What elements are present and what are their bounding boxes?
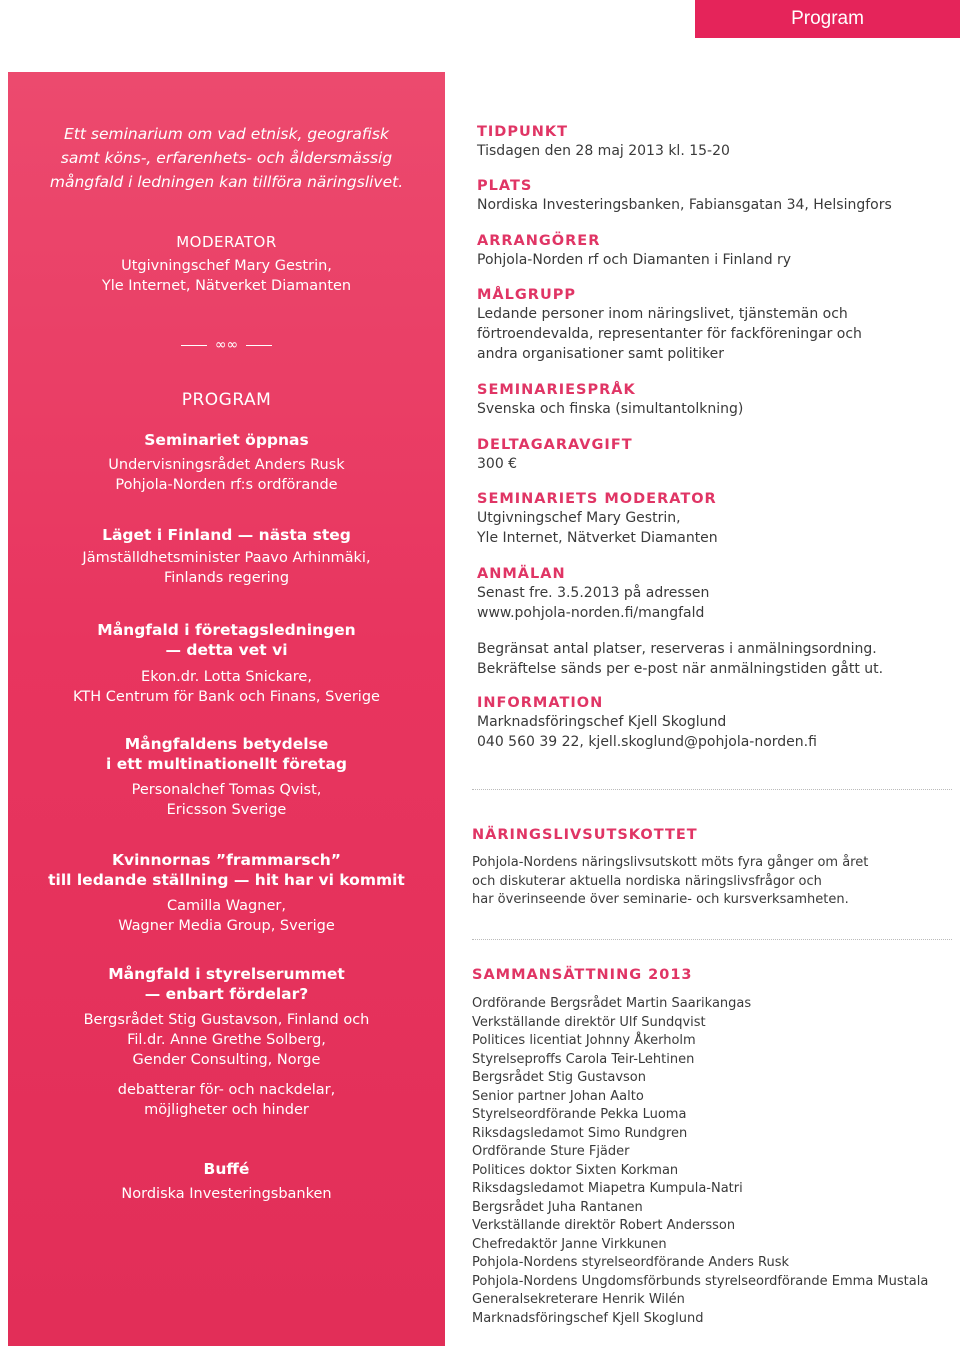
info-label: ANMÄLAN [477,566,566,582]
info-value: förtroendevalda, representanter för fackföreningar och [477,326,862,342]
item-title: Mångfald i företagsledningen [97,621,356,639]
program-item [8,850,445,936]
info-value: Bekräftelse sänds per e-post när anmälningstiden gått ut. [477,661,884,677]
item-title: Kvinnornas ”frammarsch” [112,851,341,869]
moderator-label: MODERATOR [176,233,277,251]
intro-line: samt köns-, erfarenhets- och åldersmässig [60,149,393,167]
member-item: Politices doktor Sixten Korkman [472,1162,679,1178]
info-label: SEMINARIESPRÅK [477,382,636,398]
program-item [8,525,445,588]
ornament-divider [8,337,445,353]
info-value: 300 € [477,456,518,472]
info-arrangorer [477,232,947,270]
info-value: Begränsat antal platser, reserveras i anmälningsordning. [477,641,877,657]
info-label: MÅLGRUPP [477,287,576,303]
program-item [8,734,445,820]
item-title: Mångfald i styrelserummet [108,965,345,983]
member-item: Generalsekreterare Henrik Wilén [472,1292,685,1307]
member-item: Senior partner Johan Aalto [472,1088,644,1104]
member-item: Ordförande Bergsrådet Martin Saarikangas [472,996,752,1011]
member-item: Styrelseproffs Carola Teir-Lehtinen [472,1051,695,1067]
program-item [8,430,445,495]
member-item: Riksdagsledamot Simo Rundgren [472,1125,688,1141]
item-title: Seminariet öppnas [144,431,309,449]
section-label: NÄRINGSLIVSUTSKOTTET [472,827,698,843]
item-desc: Personalchef Tomas Qvist, [131,782,322,798]
info-tidpunkt [477,123,947,161]
section-label: SAMMANSÄTTNING 2013 [472,967,693,983]
item-desc: Jämställdhetsminister Paavo Arhinmäki, [82,550,371,566]
info-value: Nordiska Investeringsbanken, Fabiansgatan 34, Helsingfors [477,197,892,213]
item-title: Buffé [203,1160,250,1178]
info-value: Tisdagen den 28 maj 2013 kl. 15-20 [477,143,730,159]
member-item: Chefredaktör Janne Virkkunen [472,1236,667,1252]
divider [472,939,952,940]
section-text: Pohjola-Nordens näringslivsutskott möts fyra gånger om året [472,855,869,870]
info-seminariesprak [477,381,947,419]
member-item: Riksdagsledamot Miapetra Kumpula-Natri [472,1181,743,1196]
info-value: Yle Internet, Nätverket Diamanten [477,530,718,546]
program-label: PROGRAM [181,390,272,410]
info-anmalan [477,565,947,623]
item-desc: Camilla Wagner, [167,898,286,914]
info-label: SEMINARIETS MODERATOR [477,491,717,507]
info-value: Utgivningschef Mary Gestrin, [477,510,681,526]
moderator-info [8,256,445,296]
member-item: Styrelseordförande Pekka Luoma [472,1107,687,1122]
info-label: ARRANGÖRER [477,233,601,249]
info-malgrupp [477,286,947,364]
program-item [8,620,445,707]
info-value: Svenska och finska (simultantolkning) [477,401,744,417]
info-value: Pohjola-Norden rf och Diamanten i Finland ry [477,252,792,268]
program-tab[interactable]: Program [695,0,960,38]
item-title: — detta vet vi [165,641,288,659]
item-desc: Nordiska Investeringsbanken [121,1186,332,1202]
item-title: i ett multinationellt företag [105,755,347,773]
program-panel [8,72,445,1346]
intro-text [8,122,445,194]
member-item: Verkställande direktör Robert Andersson [472,1218,736,1233]
item-desc: Pohjola-Norden rf:s ordförande [115,477,338,493]
sammansattning-section [472,966,942,1328]
info-label: TIDPUNKT [477,124,568,140]
item-title: Mångfaldens betydelse [124,735,329,753]
moderator-line: Utgivningschef Mary Gestrin, [121,258,332,274]
contact-line[interactable]: 040 560 39 22, kjell.skoglund@pohjola-norden.fi [477,734,817,750]
naringsliv-section [472,826,942,910]
program-item [8,1080,445,1120]
info-label: PLATS [477,178,533,194]
moderator-line: Yle Internet, Nätverket Diamanten [101,278,352,294]
intro-line: mångfald i ledningen kan tillföra näringslivet. [49,173,404,191]
member-item: Politices licentiat Johnny Åkerholm [472,1033,696,1048]
item-desc: Ekon.dr. Lotta Snickare, [141,669,312,685]
item-desc: Ericsson Sverige [166,802,287,818]
member-item: Ordförande Sture Fjäder [472,1144,630,1159]
item-desc: Fil.dr. Anne Grethe Solberg, [127,1032,326,1048]
members-list [472,995,942,1328]
item-desc: KTH Centrum för Bank och Finans, Sverige [73,689,380,705]
member-item: Verkställande direktör Ulf Sundqvist [472,1014,706,1030]
info-value: Marknadsföringschef Kjell Skoglund [477,714,727,730]
info-value: andra organisationer samt politiker [477,346,724,362]
info-label: INFORMATION [477,695,604,711]
item-title: Läget i Finland — nästa steg [102,526,351,544]
item-desc: Undervisningsrådet Anders Rusk [108,457,345,473]
member-item: Marknadsföringschef Kjell Skoglund [472,1310,704,1326]
item-title: till ledande ställning — hit har vi kommit [48,871,405,889]
program-item [8,964,445,1070]
item-desc: Bergsrådet Stig Gustavson, Finland och [83,1012,370,1028]
member-item: Pohjola-Nordens Ungdomsförbunds styrelseordförande Emma Mustala [472,1273,929,1289]
info-value: Senast fre. 3.5.2013 på adressen [477,585,710,601]
info-plats [477,177,947,215]
item-desc: Finlands regering [163,570,290,586]
info-label: DELTAGARAVGIFT [477,437,633,453]
intro-line: Ett seminarium om vad etnisk, geografisk [64,125,389,143]
member-item: Pohjola-Nordens styrelseordförande Anders Rusk [472,1255,790,1270]
item-title: — enbart fördelar? [144,985,309,1003]
member-item: Bergsrådet Juha Rantanen [472,1199,643,1215]
info-value: Ledande personer inom näringslivet, tjänstemän och [477,306,848,322]
section-text: har överinseende över seminarie- och kursverksamheten. [472,892,849,907]
item-desc: Gender Consulting, Norge [132,1052,321,1068]
info-moderator [477,490,947,548]
item-desc: Wagner Media Group, Sverige [118,918,335,934]
section-text: och diskuterar aktuella nordiska näringslivsfrågor och [472,873,822,889]
member-item: Bergsrådet Stig Gustavson [472,1070,647,1085]
ornament-icon: ∞∞ [214,337,239,353]
item-desc: möjligheter och hinder [144,1102,309,1118]
info-deltagaravgift [477,436,947,474]
info-notice [477,639,947,679]
divider [472,789,952,790]
program-item [8,1159,445,1204]
registration-link[interactable]: www.pohjola-norden.fi/mangfald [477,605,705,621]
item-desc: debatterar för- och nackdelar, [117,1082,336,1098]
info-information [477,694,947,752]
